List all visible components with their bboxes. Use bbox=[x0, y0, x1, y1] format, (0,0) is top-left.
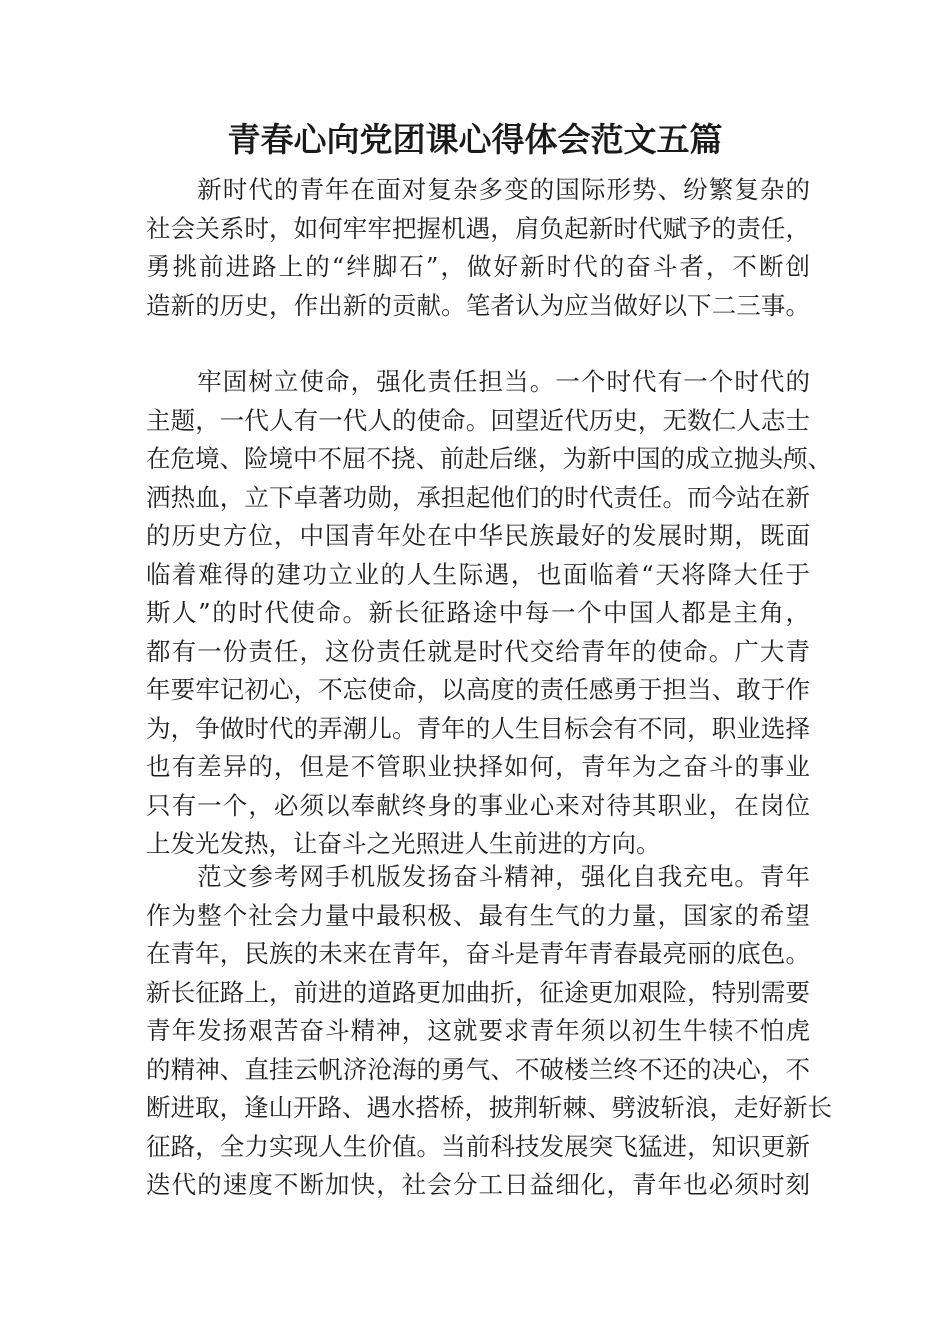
paragraph-line: 牢固树立使命，强化责任担当。一个时代有一个时代的 bbox=[146, 367, 810, 396]
paragraph-3 bbox=[146, 858, 832, 1205]
paragraph-line: 在危境、险境中不屈不挠、前赴后继，为新中国的成立抛头颅、 bbox=[146, 444, 832, 473]
paragraph-line: 为，争做时代的弄潮儿。青年的人生目标会有不同，职业选择 bbox=[146, 713, 810, 743]
paragraph-line: 新长征路上，前进的道路更加曲折，征途更加艰险，特别需要 bbox=[146, 977, 810, 1007]
paragraph-2 bbox=[146, 363, 832, 864]
paragraph-line: 青年发扬艰苦奋斗精神，这就要求青年须以初生牛犊不怕虎 bbox=[146, 1016, 810, 1045]
paragraph-line: 断进取，逢山开路、遇水搭桥，披荆斩棘、劈波斩浪，走好新长 bbox=[146, 1093, 832, 1122]
paragraph-line: 只有一个，必须以奉献终身的事业心来对待其职业，在岗位 bbox=[146, 790, 810, 820]
paragraph-line: 临着难得的建功立业的人生际遇，也面临着“天将降大任于 bbox=[146, 559, 810, 589]
paragraph-line: 社会关系时，如何牢牢把握机遇，肩负起新时代赋予的责任， bbox=[146, 213, 810, 243]
paragraph-line: 的精神、直挂云帆济沧海的勇气、不破楼兰终不还的决心，不 bbox=[146, 1054, 810, 1084]
paragraph-line: 在青年，民族的未来在青年，奋斗是青年青春最亮丽的底色。 bbox=[146, 939, 810, 968]
document-title: 青春心向党团课心得体会范文五篇 bbox=[227, 120, 723, 159]
paragraph-line: 征路，全力实现人生价值。当前科技发展突飞猛进，知识更新 bbox=[146, 1131, 810, 1161]
paragraph-line: 洒热血，立下卓著功勋，承担起他们的时代责任。而今站在新 bbox=[146, 482, 810, 512]
paragraph-line: 勇挑前进路上的“绊脚石”，做好新时代的奋斗者，不断创 bbox=[146, 252, 810, 281]
paragraph-line: 造新的历史，作出新的贡献。笔者认为应当做好以下二三事。 bbox=[146, 290, 810, 320]
paragraph-1 bbox=[146, 171, 810, 325]
paragraph-line: 主题，一代人有一代人的使命。回望近代历史，无数仁人志士 bbox=[146, 405, 810, 435]
paragraph-line: 年要牢记初心，不忘使命，以高度的责任感勇于担当、敢于作 bbox=[146, 675, 810, 704]
paragraph-line: 上发光发热，让奋斗之光照进人生前进的方向。 bbox=[146, 829, 661, 858]
paragraph-line: 范文参考网手机版发扬奋斗精神，强化自我充电。青年 bbox=[146, 862, 810, 891]
paragraph-line: 作为整个社会力量中最积极、最有生气的力量，国家的希望 bbox=[146, 900, 810, 930]
paragraph-line: 的历史方位，中国青年处在中华民族最好的发展时期，既面 bbox=[146, 521, 810, 550]
paragraph-line: 迭代的速度不断加快，社会分工日益细化，青年也必须时刻 bbox=[146, 1170, 810, 1199]
paragraph-line: 也有差异的，但是不管职业抉择如何，青年为之奋斗的事业 bbox=[146, 752, 810, 781]
paragraph-line: 斯人”的时代使命。新长征路途中每一个中国人都是主角， bbox=[146, 598, 810, 627]
paragraph-line: 新时代的青年在面对复杂多变的国际形势、纷繁复杂的 bbox=[146, 175, 810, 204]
paragraph-line: 都有一份责任，这份责任就是时代交给青年的使命。广大青 bbox=[146, 636, 810, 666]
